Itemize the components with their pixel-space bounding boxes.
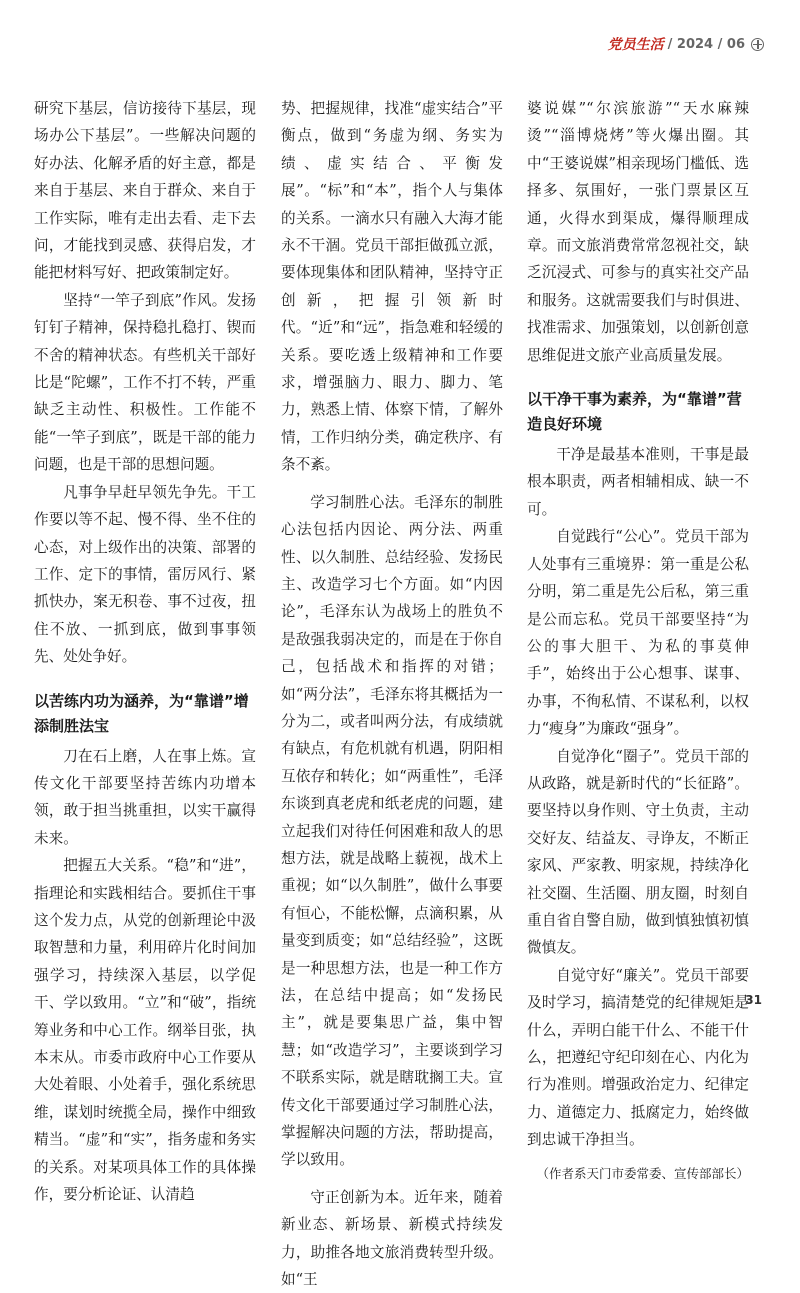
masthead [608,34,764,54]
paragraph: 婆说媒”“尔滨旅游”“天水麻辣烫”“淄博烧烤”等火爆出圈。其中“王婆说媒”相亲现场门槛低、选择多、氛围好，一张门票景区互通，火得水到渠成，爆得顺理成章。而文旅消费常常忽视社交，缺乏沉浸式、可参与的真实社交产品和服务。这就需要我们与时俱进、找准需求、加强策划，以创新创意思维促进文旅产业高质量发展。 [527,100,749,364]
paragraph: 研究下基层，信访接待下基层，现场办公下基层”。一些解决问题的好办法、化解矛盾的好主意，都是来自于基层、来自于群众、来自于工作实际，唯有走出去看、走下去问，才能找到灵感、获得启发，才能把材料写好、把政策制定好。 [34,100,256,282]
paragraph: 刀在石上磨，人在事上炼。宣传文化干部要坚持苦练内功增本领，敢于担当挑重担，以实干赢得未来。 [34,747,256,847]
paragraph: 把握五大关系。“稳”和“进”，指理论和实践相结合。要抓住干事这个发力点，从党的创新理论中汲取智慧和力量，利用碎片化时间加强学习，持续深入基层，以学促干、学以致用。“立”和“破”，指统筹业务和中心工作。纲举目张，执本末从。市委市政府中心工作要从大处着眼、小处着手，强化系统思维，谋划时统揽全局，操作中细致精当。“虚”和“实”，指务虚和务实的关系。对某项具体工作的具体操作，要分析论证、认清趋 [34,857,256,1204]
section-heading: 以干净干事为素养，为“靠谱”营造良好环境 [527,390,742,434]
paragraph: 干净是最基本准则，干事是最根本职责，两者相辅相成、缺一不可。 [527,446,749,518]
column-1 [34,95,256,1208]
paragraph: 坚持“一竿子到底”作风。发扬钉钉子精神，保持稳扎稳打、锲而不舍的精神状态。有些机关干部好比是“陀螺”，工作不打不转，严重缺乏主动性、积极性。工作能不能“一竿子到底”，既是干部的能力问题，也是干部的思想问题。 [34,291,256,474]
author-byline: （作者系天门市委常委、宣传部部长） [536,1165,749,1181]
paragraph: 势、把握规律，找准“虚实结合”平衡点，做到“务虚为纲、务实为绩、虚实结合、平衡发展”。“标”和“本”，指个人与集体的关系。一滴水只有融入大海才能永不干涸。党员干部拒做孤立派，要体现集体和团队精神，坚持守正创新，把握引领新时代。“近”和“远”，指急难和轻缓的关系。要吃透上级精神和工作要求，增强脑力、眼力、脚力、笔力，熟悉上情、体察下情，了解外情，工作归纳分类，确定秩序、有条不紊。 [281,100,503,474]
column-3 [527,95,749,1187]
crosshair-icon [751,38,764,51]
paragraph: 学习制胜心法。毛泽东的制胜心法包括内因论、两分法、两重性、以久制胜、总结经验、发扬民主、改造学习七个方面。如“内因论”，毛泽东认为战场上的胜负不是敌强我弱决定的，而是在于你自己，包括战术和指挥的对错；如“两分法”，毛泽东将其概括为一分为二，或者叫两分法，有成绩就有缺点，有危机就有机遇，阴阳相互依存和转化；如“两重性”，毛泽东谈到真老虎和纸老虎的问题，建立起我们对待任何困难和敌人的思想方法，就是战略上藐视，战术上重视；如“以久制胜”，做什么事要有恒心，不能松懈，点滴积累，从量变到质变；如“总结经验”，这既是一种思想方法，也是一种工作方法，在总结中提高；如“发扬民主”，就是要集思广益，集中智慧；如“改造学习”，主要谈到学习不联系实际，就是瞎耽搁工夫。宣传文化干部要通过学习制胜心法，掌握解决问题的方法，帮助提高，学以致用。 [281,493,503,1169]
paragraph: 自觉守好“廉关”。党员干部要及时学习，搞清楚党的纪律规矩是什么，弄明白能干什么、不能干什么，把遵纪守纪印刻在心、内化为行为准则。增强政治定力、纪律定力、道德定力、抵腐定力，始终做到忠诚干净担当。 [527,966,749,1149]
paragraph: 自觉净化“圈子”。党员干部的从政路，就是新时代的“长征路”。要坚持以身作则、守土负责，主动交好友、结益友、寻诤友，不断正家风、严家教、明家规，持续净化社交圈、生活圈、朋友圈，时刻自重自省自警自励，做到慎独慎初慎微慎友。 [527,747,749,957]
page-number: 31 [745,993,762,1007]
paragraph: 凡事争早赶早领先争先。干工作要以等不起、慢不得、坐不住的心态，对上级作出的决策、部署的工作、定下的事情，雷厉风行、紧抓快办，案无积卷、事不过夜，扭住不放、一抓到底，做到事事领先、处处争好。 [34,483,256,666]
paragraph: 自觉践行“公心”。党员干部为人处事有三重境界：第一重是公私分明，第二重是先公后私，第三重是公而忘私。党员干部要坚持“为公的事大胆干、为私的事莫伸手”，始终出于公心想事、谋事、办事，不徇私情、不谋私利，以权力“瘦身”为廉政“强身”。 [527,528,749,738]
magazine-logo: 党员生活 [607,37,664,53]
paragraph: 守正创新为本。近年来，随着新业态、新场景、新模式持续发力，助推各地文旅消费转型升级。如“王 [281,1188,503,1289]
section-heading: 以苦练内功为涵养，为“靠谱”增添制胜法宝 [34,691,249,735]
column-2 [281,95,503,1293]
issue-label: / 2024 / 06 [667,36,745,52]
